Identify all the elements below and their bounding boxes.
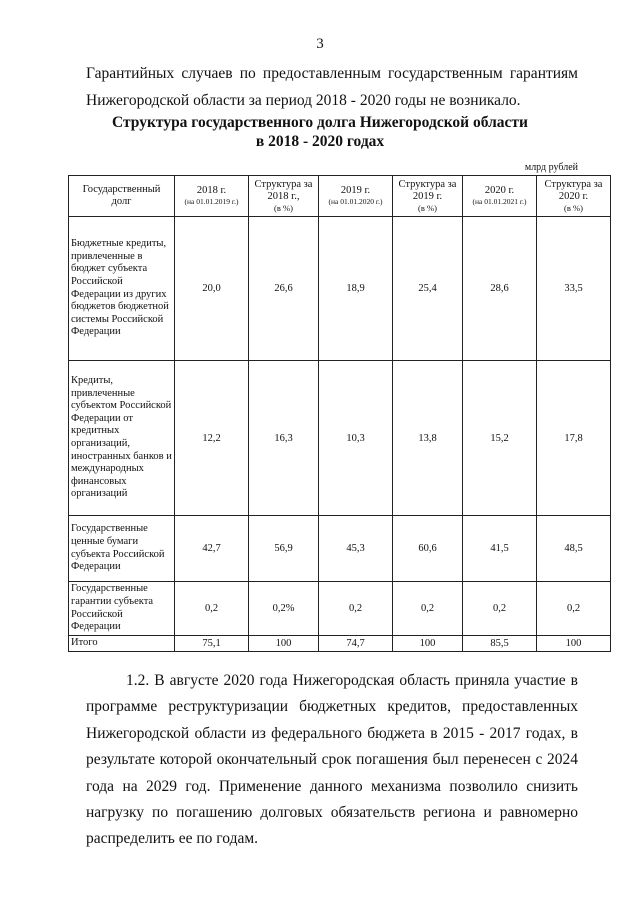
- cell-value: 0,2: [463, 582, 537, 636]
- intro-line-1: Гарантийных случаев по предоставленным государственным гарантиям: [86, 65, 578, 82]
- header-2019-date: (на 01.01.2020 г.): [328, 197, 383, 206]
- cell-value: 100: [249, 636, 319, 652]
- cell-value: 74,7: [319, 636, 393, 652]
- header-structure-2019-label: Структура за 2019 г.: [398, 178, 457, 202]
- cell-value: 10,3: [319, 361, 393, 516]
- row-name: Итого: [69, 636, 175, 652]
- table-row: [69, 582, 611, 636]
- cell-value: 56,9: [249, 516, 319, 582]
- page-number: 3: [316, 36, 324, 52]
- cell-value: 85,5: [463, 636, 537, 652]
- units-label: млрд рублей: [524, 162, 578, 173]
- intro-text: [86, 60, 578, 114]
- header-2020-date: (на 01.01.2021 г.): [472, 197, 527, 206]
- header-2018-date: (на 01.01.2019 г.): [184, 197, 239, 206]
- cell-value: 13,8: [393, 361, 463, 516]
- header-structure-2020-label: Структура за 2020 г.: [544, 178, 603, 202]
- cell-value: 0,2: [319, 582, 393, 636]
- table-title: [0, 113, 640, 151]
- row-name: Государственные гарантии субъекта Российской Федерации: [69, 582, 175, 636]
- header-structure-2018: [249, 176, 319, 217]
- table-title-line-1: Структура государственного долга Нижегородской области: [112, 114, 528, 131]
- cell-value: 100: [537, 636, 611, 652]
- cell-value: 48,5: [537, 516, 611, 582]
- debt-structure-table: [68, 175, 611, 652]
- header-2019-label: 2019 г.: [340, 185, 371, 196]
- row-name: Бюджетные кредиты, привлеченные в бюджет субъекта Российской Федерации из других бюджетов бюджетной системы Российской Федерации: [69, 217, 175, 361]
- cell-value: 45,3: [319, 516, 393, 582]
- header-structure-2019-unit: (в %): [418, 202, 437, 213]
- row-name: Кредиты, привлеченные субъектом Российской Федерации от кредитных организаций, иностранных банков и международных финансовых организаций: [69, 361, 175, 516]
- table-total-row: [69, 636, 611, 652]
- table-header-row: [69, 176, 611, 217]
- header-structure-2018-unit: (в %): [274, 202, 293, 213]
- header-structure-2020-unit: (в %): [564, 202, 583, 213]
- header-debt-label: Государственный долг: [82, 184, 161, 207]
- header-2018: [175, 176, 249, 217]
- cell-value: 16,3: [249, 361, 319, 516]
- cell-value: 17,8: [537, 361, 611, 516]
- header-2019: [319, 176, 393, 217]
- cell-value: 100: [393, 636, 463, 652]
- header-structure-2018-label: Структура за 2018 г.,: [254, 178, 313, 202]
- cell-value: 20,0: [175, 217, 249, 361]
- header-2018-label: 2018 г.: [196, 185, 227, 196]
- cell-value: 0,2: [393, 582, 463, 636]
- header-2020: [463, 176, 537, 217]
- cell-value: 0,2: [175, 582, 249, 636]
- table-row: [69, 516, 611, 582]
- table-title-line-2: в 2018 - 2020 годах: [255, 133, 385, 150]
- cell-value: 25,4: [393, 217, 463, 361]
- cell-value: 0,2%: [249, 582, 319, 636]
- row-name: Государственные ценные бумаги субъекта Российской Федерации: [69, 516, 175, 582]
- header-debt: [69, 176, 175, 217]
- header-structure-2019: [393, 176, 463, 217]
- cell-value: 33,5: [537, 217, 611, 361]
- cell-value: 26,6: [249, 217, 319, 361]
- cell-value: 12,2: [175, 361, 249, 516]
- cell-value: 75,1: [175, 636, 249, 652]
- cell-value: 18,9: [319, 217, 393, 361]
- body-paragraph: 1.2. В августе 2020 года Нижегородская область приняла участие в программе реструктуризации бюджетных кредитов, предоставленных Нижегородской области из федерального бюджета в 2015 - 2017 годах, в результате которой окончательный срок погашения был перенесен с 2024 года на 2029 год. Применение данного механизма позволило снизить нагрузку по погашению долговых обязательств региона и равномерно распределить ее по годам.: [86, 672, 578, 848]
- cell-value: 28,6: [463, 217, 537, 361]
- cell-value: 15,2: [463, 361, 537, 516]
- cell-value: 41,5: [463, 516, 537, 582]
- header-structure-2020: [537, 176, 611, 217]
- header-2020-label: 2020 г.: [484, 185, 515, 196]
- intro-line-2: Нижегородской области за период 2018 - 2020 годы не возникало.: [86, 92, 521, 109]
- cell-value: 60,6: [393, 516, 463, 582]
- cell-value: 0,2: [537, 582, 611, 636]
- table-row: [69, 217, 611, 361]
- cell-value: 42,7: [175, 516, 249, 582]
- table-row: [69, 361, 611, 516]
